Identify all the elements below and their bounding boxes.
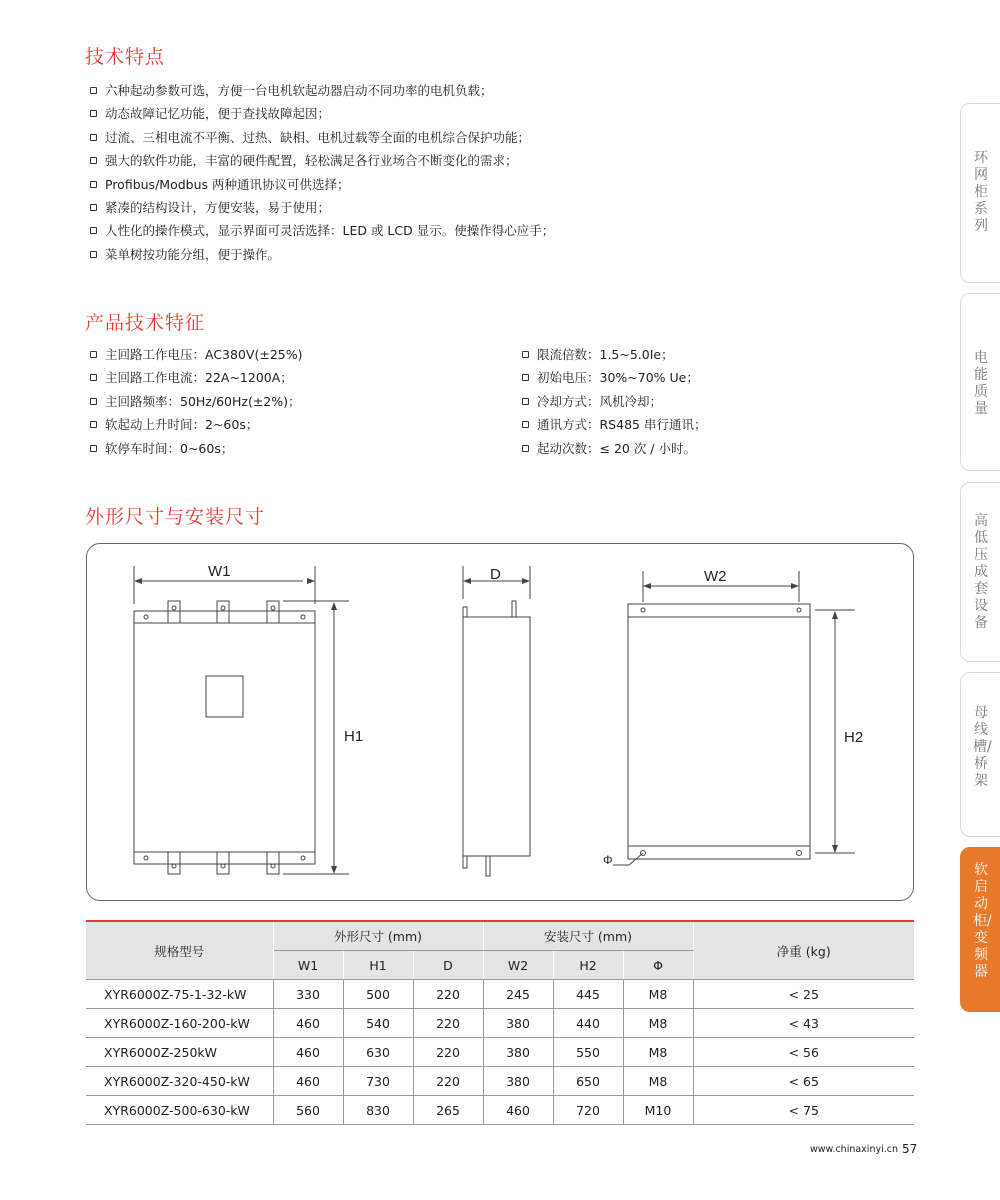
table-row xyxy=(86,1038,914,1067)
cell-w1: 460 xyxy=(273,1038,343,1067)
cell-h2: 445 xyxy=(553,980,623,1009)
side-tab-1[interactable] xyxy=(960,103,1000,283)
square-bullet-icon xyxy=(522,421,529,428)
square-bullet-icon xyxy=(522,374,529,381)
cell-w2: 380 xyxy=(483,1067,553,1096)
w2-label: W2 xyxy=(704,568,727,585)
specs-left-list xyxy=(88,343,302,460)
side-tab-label: 软启动柜/变频器 xyxy=(973,862,992,980)
cell-w1: 460 xyxy=(273,1009,343,1038)
dimensions-title: 外形尺寸与安装尺寸 xyxy=(85,506,266,528)
features-title: 技术特点 xyxy=(85,46,166,68)
cell-h1: 830 xyxy=(343,1096,413,1125)
cell-model: XYR6000Z-75-1-32-kW xyxy=(86,980,273,1009)
features-list xyxy=(88,79,554,266)
th-d: D xyxy=(413,951,483,980)
side-view-body xyxy=(463,617,530,856)
bullet-item xyxy=(88,243,554,266)
table-row xyxy=(86,1096,914,1125)
cell-h2: 650 xyxy=(553,1067,623,1096)
square-bullet-icon xyxy=(522,445,529,452)
bullet-item xyxy=(88,149,554,172)
square-bullet-icon xyxy=(90,157,97,164)
square-bullet-icon xyxy=(522,351,529,358)
footer-url: www.chinaxinyi.cn xyxy=(810,1144,898,1155)
d-label: D xyxy=(490,566,501,583)
cell-phi: M8 xyxy=(623,1009,693,1038)
table-row xyxy=(86,980,914,1009)
cell-model: XYR6000Z-320-450-kW xyxy=(86,1067,273,1096)
square-bullet-icon xyxy=(90,374,97,381)
display-window xyxy=(206,676,243,717)
cell-w2: 380 xyxy=(483,1038,553,1067)
h1-label: H1 xyxy=(344,728,364,745)
square-bullet-icon xyxy=(90,398,97,405)
bullet-text: 强大的软件功能，丰富的硬件配置，轻松满足各行业场合不断变化的需求； xyxy=(105,153,518,169)
bullet-text: 冷却方式：风机冷却； xyxy=(537,393,663,409)
th-h2: H2 xyxy=(553,951,623,980)
th-model: 规格型号 xyxy=(86,921,273,980)
square-bullet-icon xyxy=(90,110,97,117)
h2-label: H2 xyxy=(844,729,864,746)
cell-w2: 380 xyxy=(483,1009,553,1038)
phi-label: Φ xyxy=(603,853,613,867)
install-view-body xyxy=(628,604,810,859)
square-bullet-icon xyxy=(90,251,97,258)
bullet-text: 软起动上升时间：2~60s； xyxy=(105,417,259,433)
square-bullet-icon xyxy=(90,134,97,141)
cell-d: 220 xyxy=(413,1067,483,1096)
bullet-item xyxy=(520,413,706,436)
front-view-body xyxy=(134,611,315,864)
cell-w2: 460 xyxy=(483,1096,553,1125)
bullet-item xyxy=(88,102,554,125)
w1-label: W1 xyxy=(208,563,231,580)
cell-phi: M10 xyxy=(623,1096,693,1125)
bullet-text: 主回路频率：50Hz/60Hz(±2%)； xyxy=(105,393,301,409)
cell-model: XYR6000Z-500-630-kW xyxy=(86,1096,273,1125)
bullet-item xyxy=(88,126,554,149)
spec-table xyxy=(86,920,914,1125)
cell-h2: 440 xyxy=(553,1009,623,1038)
bullet-item xyxy=(88,219,554,242)
cell-weight: < 75 xyxy=(693,1096,914,1125)
th-weight: 净重 (kg) xyxy=(693,921,914,980)
bullet-item xyxy=(88,390,302,413)
square-bullet-icon xyxy=(90,181,97,188)
bullet-item xyxy=(88,437,302,460)
cell-model: XYR6000Z-160-200-kW xyxy=(86,1009,273,1038)
bullet-text: 初始电压：30%~70% Ue； xyxy=(537,370,699,386)
bullet-item xyxy=(88,413,302,436)
bullet-text: 主回路工作电流：22A~1200A； xyxy=(105,370,293,386)
cell-w1: 560 xyxy=(273,1096,343,1125)
cell-w1: 460 xyxy=(273,1067,343,1096)
cell-phi: M8 xyxy=(623,1067,693,1096)
side-tab-label: 母线槽/桥架 xyxy=(973,705,992,789)
bullet-text: 通讯方式：RS485 串行通讯； xyxy=(537,417,707,433)
cell-d: 220 xyxy=(413,1038,483,1067)
dimension-drawing xyxy=(86,543,914,901)
bullet-text: 人性化的操作模式，显示界面可灵活选择：LED 或 LCD 显示。使操作得心应手； xyxy=(105,223,555,239)
dimension-drawing-svg xyxy=(87,544,915,902)
cell-d: 265 xyxy=(413,1096,483,1125)
table-row xyxy=(86,1067,914,1096)
cell-h2: 550 xyxy=(553,1038,623,1067)
th-h1: H1 xyxy=(343,951,413,980)
side-tab-5[interactable] xyxy=(960,847,1000,1012)
cell-h1: 630 xyxy=(343,1038,413,1067)
bullet-text: 限流倍数：1.5~5.0Ie； xyxy=(537,347,674,362)
cell-h1: 540 xyxy=(343,1009,413,1038)
bullet-text: 过流、三相电流不平衡、过热、缺相、电机过载等全面的电机综合保护功能； xyxy=(105,129,531,145)
square-bullet-icon xyxy=(90,227,97,234)
cell-model: XYR6000Z-250kW xyxy=(86,1038,273,1067)
bullet-item xyxy=(88,79,554,102)
cell-phi: M8 xyxy=(623,980,693,1009)
side-tab-label: 环网柜系列 xyxy=(974,150,988,234)
square-bullet-icon xyxy=(522,398,529,405)
cell-h2: 720 xyxy=(553,1096,623,1125)
side-tab-label: 电能质量 xyxy=(974,350,988,417)
bullet-text: 紧凑的结构设计，方便安装，易于使用； xyxy=(105,199,331,215)
cell-weight: < 43 xyxy=(693,1009,914,1038)
bullet-item xyxy=(88,196,554,219)
bullet-text: 起动次数：≤ 20 次 / 小时。 xyxy=(537,440,696,456)
specs-right-list xyxy=(520,343,706,460)
square-bullet-icon xyxy=(90,421,97,428)
cell-h1: 500 xyxy=(343,980,413,1009)
bullet-text: Profibus/Modbus 两种通讯协议可供选择； xyxy=(105,176,350,192)
bullet-item xyxy=(520,366,706,389)
square-bullet-icon xyxy=(90,87,97,94)
th-install-size: 安装尺寸 (mm) xyxy=(483,921,693,951)
bullet-text: 六种起动参数可选，方便一台电机软起动器启动不同功率的电机负载； xyxy=(105,83,493,98)
bullet-item xyxy=(520,343,706,366)
cell-d: 220 xyxy=(413,1009,483,1038)
bullet-item xyxy=(520,437,706,460)
square-bullet-icon xyxy=(90,445,97,452)
bullet-text: 软停车时间：0~60s； xyxy=(105,440,234,456)
square-bullet-icon xyxy=(90,351,97,358)
cell-phi: M8 xyxy=(623,1038,693,1067)
bullet-text: 动态故障记忆功能，便于查找故障起因； xyxy=(105,106,331,122)
cell-h1: 730 xyxy=(343,1067,413,1096)
specs-title: 产品技术特征 xyxy=(85,312,206,334)
cell-w1: 330 xyxy=(273,980,343,1009)
bullet-item xyxy=(88,343,302,366)
page-number: 57 xyxy=(902,1142,918,1156)
side-tab-4[interactable] xyxy=(960,672,1000,837)
cell-weight: < 56 xyxy=(693,1038,914,1067)
th-phi: Φ xyxy=(623,951,693,980)
table-row xyxy=(86,1009,914,1038)
bullet-item xyxy=(520,390,706,413)
th-w2: W2 xyxy=(483,951,553,980)
bullet-item xyxy=(88,366,302,389)
cell-weight: < 65 xyxy=(693,1067,914,1096)
th-outer-size: 外形尺寸 (mm) xyxy=(273,921,483,951)
cell-w2: 245 xyxy=(483,980,553,1009)
side-tab-3[interactable] xyxy=(960,482,1000,662)
bullet-item xyxy=(88,173,554,196)
side-tab-label: 高低压成套设备 xyxy=(974,513,988,631)
cell-d: 220 xyxy=(413,980,483,1009)
th-w1: W1 xyxy=(273,951,343,980)
square-bullet-icon xyxy=(90,204,97,211)
cell-weight: < 25 xyxy=(693,980,914,1009)
side-tab-2[interactable] xyxy=(960,293,1000,471)
bullet-text: 菜单树按功能分组，便于操作。 xyxy=(105,246,281,262)
bullet-text: 主回路工作电压：AC380V(±25%) xyxy=(105,347,303,362)
